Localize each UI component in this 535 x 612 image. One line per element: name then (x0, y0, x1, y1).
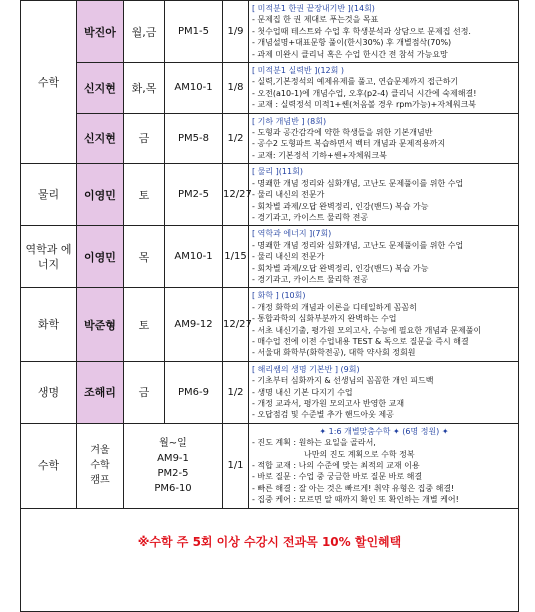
course-detail-line: - 적합 교재 : 나의 수준에 맞는 최적의 교재 이용 (252, 461, 420, 471)
start-date-cell: 1/2 (223, 361, 249, 423)
table-row (21, 63, 519, 114)
camp-time-cell (124, 423, 223, 508)
course-detail-line: - 바로 질문 : 수업 중 궁금한 바로 질문 바로 해결 (252, 472, 423, 482)
course-detail-line: - 공수2 도형파트 복습하면서 벡터 개념과 문제적용까지 (252, 139, 446, 149)
day-cell: 목 (124, 226, 165, 288)
start-date-cell: 12/27 (223, 164, 249, 226)
day-cell: 월,금 (124, 1, 165, 63)
course-detail-line: - 서초 내신기출, 평가원 모의고사, 수능에 필요한 개념과 문제풀이 (252, 325, 482, 335)
course-detail-line: - 첫수업때 테스트와 수업 후 학생분석과 상담으로 문제집 선정. (252, 26, 471, 36)
day-cell: 토 (124, 288, 165, 361)
course-detail-line: - 문제집 한 권 제대로 푸는것을 목표 (252, 15, 379, 25)
teacher-cell: 이영민 (77, 164, 124, 226)
subject-cell: 물리 (21, 164, 77, 226)
course-detail-line: - 생명 내신 기본 다지기 수업 (252, 387, 353, 397)
course-description (249, 1, 519, 63)
time-cell: AM10-1 (165, 63, 223, 114)
camp-time-line: PM6-10 (154, 482, 192, 494)
course-detail-line: - 회차별 과제/오답 완벽정리, 인강(밴드) 복습 가능 (252, 201, 429, 211)
course-title: [ 물리 ](11회) (252, 167, 303, 177)
course-detail-line: - 경기과고, 카이스트 물리학 전공 (252, 274, 369, 284)
start-date-cell: 12/27 (223, 288, 249, 361)
start-date-cell: 1/9 (223, 1, 249, 63)
teacher-cell: 조해리 (77, 361, 124, 423)
start-date-cell: 1/15 (223, 226, 249, 288)
camp-name-line: 겨울 (90, 445, 110, 457)
camp-time-line: 월~일 (159, 437, 187, 449)
table-row (21, 226, 519, 288)
course-detail-line: - 명쾌한 개념 정리와 심화개념, 고난도 문제풀이를 위한 수업 (252, 178, 464, 188)
course-detail-line: - 실력,기본정석의 예제유제를 풀고, 연습문제까지 접근하기 (252, 77, 459, 87)
time-cell: PM6-9 (165, 361, 223, 423)
course-detail-line: - 오전(a10-1)에 개념수업, 오후(p2-4) 클리닉 시간에 숙제해결! (252, 88, 477, 98)
subject-cell: 화학 (21, 288, 77, 361)
camp-time-line: PM2-5 (157, 467, 189, 479)
schedule-table (20, 0, 519, 612)
course-detail-line: - 개념설명+대표문항 풀이(한시30%) 후 개별점삭(70%) (252, 38, 452, 48)
course-description (249, 361, 519, 423)
course-title: [ 역학과 에너지 ](7회) (252, 229, 332, 239)
time-cell: PM2-5 (165, 164, 223, 226)
discount-notice: ※수학 주 5회 이상 수강시 전과목 10% 할인혜택 (137, 534, 402, 549)
camp-time-line: AM9-1 (157, 452, 189, 464)
time-cell: AM10-1 (165, 226, 223, 288)
course-detail-line: - 교재 : 실력정석 미적1+쎈(처음볼 경우 rpm가능)+자체워크북 (252, 100, 477, 110)
course-detail-line: - 물리 내신의 전문가 (252, 190, 325, 200)
course-detail-line: - 빠른 해결 : 잘 아는 것은 빠르게! 취약 유형은 집중 해결! (252, 483, 455, 493)
discount-notice-cell (21, 508, 519, 611)
course-detail-line: - 기초부터 심화까지 & 선생님의 꼼꼼한 개인 피드백 (252, 376, 434, 386)
course-detail-line: - 집중 케어 : 모르면 알 때까지 확인 또 확인하는 개별 케어! (252, 495, 459, 505)
course-description (249, 63, 519, 114)
course-detail-line: - 경기과고, 카이스트 물리학 전공 (252, 212, 369, 222)
time-cell: PM1-5 (165, 1, 223, 63)
notice-row (21, 508, 519, 611)
course-title: [ 해리쌤의 생명 기본반 ] (9회) (252, 364, 360, 374)
camp-name-cell (77, 423, 124, 508)
time-cell: PM5-8 (165, 113, 223, 164)
course-detail-line: - 통합과학의 심화부분까지 완벽하는 수업 (252, 314, 397, 324)
course-detail-line: - 교재: 기본정석 기하+쎈+자체워크북 (252, 150, 387, 160)
table-row (21, 164, 519, 226)
time-cell: AM9-12 (165, 288, 223, 361)
course-description (249, 113, 519, 164)
course-detail-line: - 회차별 과제/오답 완벽정리, 인강(밴드) 복습 가능 (252, 263, 429, 273)
course-description (249, 423, 519, 508)
course-description (249, 164, 519, 226)
course-title: ✦ 1:6 개별맞춤수학 ✦ (6명 정원) ✦ (319, 426, 449, 436)
course-description (249, 226, 519, 288)
course-description (249, 288, 519, 361)
subject-cell: 생명 (21, 361, 77, 423)
table-row (21, 113, 519, 164)
subject-cell: 수학 (21, 1, 77, 164)
course-title: [ 화학 ] (10회) (252, 291, 306, 301)
teacher-cell: 신지현 (77, 113, 124, 164)
teacher-cell: 신지현 (77, 63, 124, 114)
start-date-cell: 1/2 (223, 113, 249, 164)
camp-name-line: 캠프 (90, 475, 110, 487)
course-title: [ 기하 개념반 ] (8회) (252, 116, 327, 126)
course-detail-line: - 진도 계획 : 원하는 요일을 골라서, (252, 438, 376, 448)
camp-name-line: 수학 (90, 460, 110, 472)
table-row (21, 288, 519, 361)
day-cell: 금 (124, 361, 165, 423)
course-detail-line: - 매수업 전에 이전 수업내용 TEST & 독으로 질문을 즉시 해결 (252, 336, 469, 346)
course-title: [ 미적분1 한권 끝장내기반 ](14회) (252, 4, 375, 13)
course-detail-line: - 과제 미완시 클리닉 혹은 수업 한시간 전 참석 가능요망 (252, 49, 448, 59)
course-detail-line: - 개정 화학의 개념과 이론을 디테일하게 꼼꼼히 (252, 302, 417, 312)
course-detail-line: - 도형과 공간감각에 약한 학생들을 위한 기본개념반 (252, 128, 433, 138)
course-detail-line: - 서울대 화학부(화학전공), 대학 약사회 정회원 (252, 348, 416, 358)
table-row (21, 1, 519, 63)
start-date-cell: 1/1 (223, 423, 249, 508)
day-cell: 토 (124, 164, 165, 226)
day-cell: 화,목 (124, 63, 165, 114)
course-detail-line: - 명쾌한 개념 정리와 심화개념, 고난도 문제풀이를 위한 수업 (252, 240, 464, 250)
table-row (21, 423, 519, 508)
start-date-cell: 1/8 (223, 63, 249, 114)
course-detail-line: 나만의 진도 계획으로 수학 정복 (304, 449, 415, 459)
course-detail-line: - 오답점검 및 수준별 추가 핸드아웃 제공 (252, 410, 394, 420)
teacher-cell: 이영민 (77, 226, 124, 288)
subject-cell: 역학과 에너지 (21, 226, 77, 288)
day-cell: 금 (124, 113, 165, 164)
course-detail-line: - 물리 내신의 전문가 (252, 252, 325, 262)
subject-cell: 수학 (21, 423, 77, 508)
course-title: [ 미적분1 실력반 ](12회 ) (252, 66, 345, 76)
teacher-cell: 박진아 (77, 1, 124, 63)
table-row (21, 361, 519, 423)
teacher-cell: 박준형 (77, 288, 124, 361)
course-detail-line: - 개정 교과서, 평가원 모의고사 반영한 교재 (252, 399, 405, 408)
